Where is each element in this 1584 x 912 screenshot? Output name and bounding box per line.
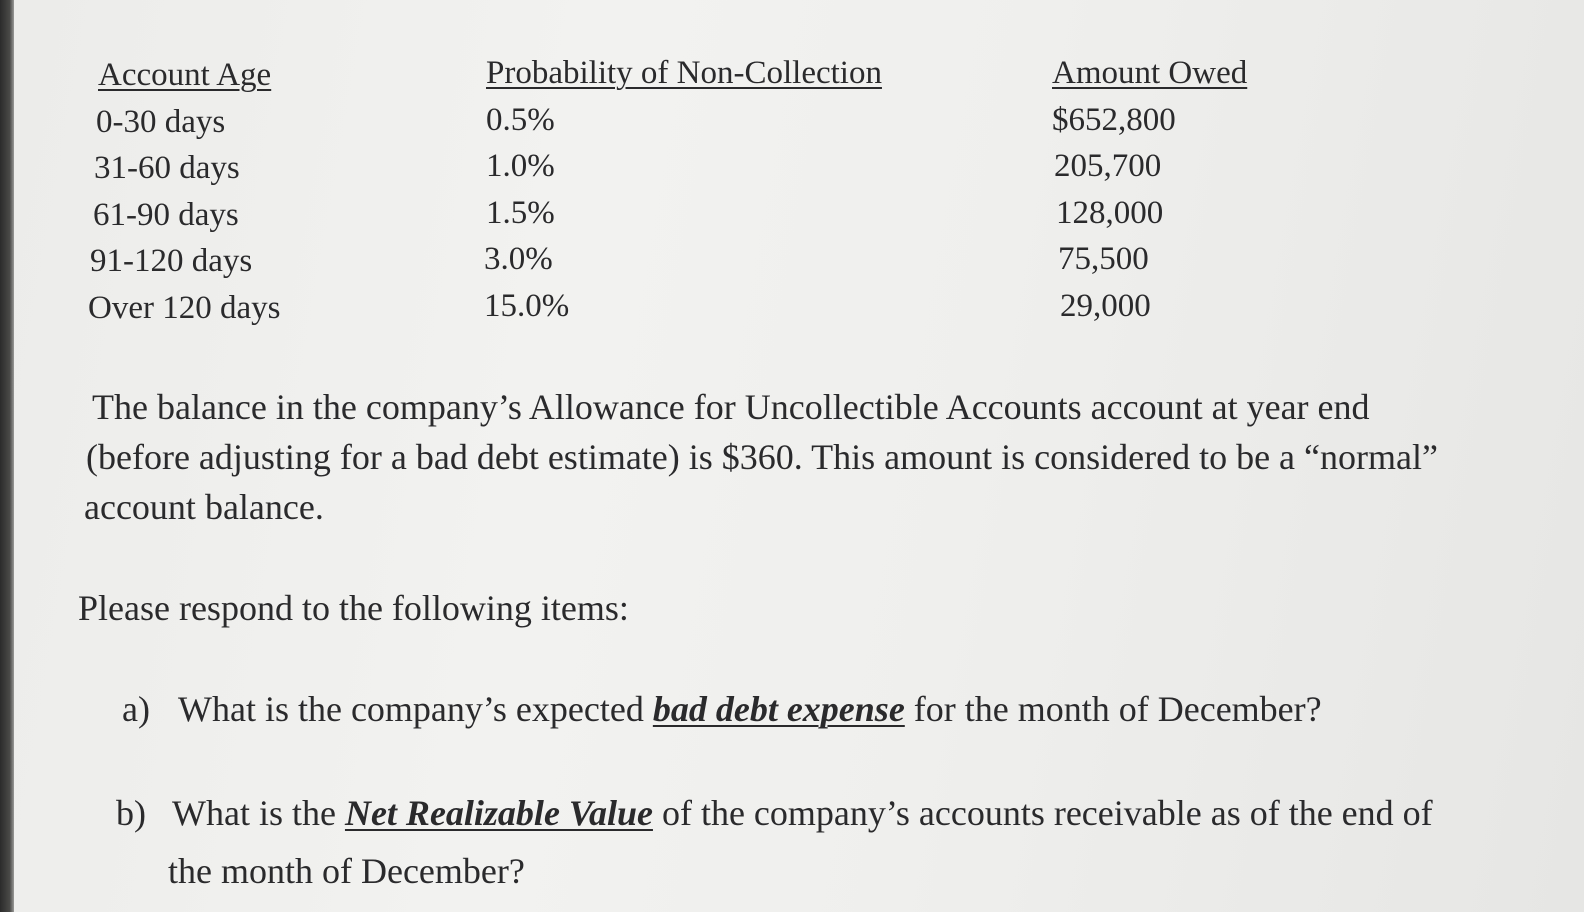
cell-probability: 1.0% [486, 148, 555, 184]
question-label: a) [122, 689, 150, 729]
key-term: bad debt expense [652, 689, 905, 729]
question-b [116, 784, 1584, 900]
question-text: What is the [172, 793, 345, 833]
question-text: for the month of December? [904, 689, 1322, 729]
column-probability [486, 52, 882, 329]
header-amount-owed: Amount Owed [1052, 55, 1248, 91]
column-amount-owed [1052, 52, 1247, 329]
cell-age: 0-30 days [96, 103, 226, 140]
cell-amount: 29,000 [1060, 287, 1151, 324]
question-text: of the company’s accounts receivable as of the end of [652, 793, 1433, 833]
paragraph-line: The balance in the company’s Allowance for Uncollectible Accounts account at year end [92, 387, 1370, 427]
cell-age: Over 120 days [88, 289, 281, 326]
cell-amount: 128,000 [1056, 194, 1164, 231]
instructions-text: Please respond to the following items: [78, 588, 629, 628]
header-probability: Probability of Non-Collection [486, 55, 882, 91]
key-term: Net Realizable Value [344, 793, 653, 833]
column-account-age [88, 52, 281, 331]
paragraph-line: account balance. [84, 487, 324, 527]
paragraph-line: (before adjusting for a bad debt estimate) is $360. This amount is considered to be a “normal” [86, 437, 1438, 477]
cell-age: 61-90 days [93, 196, 239, 233]
cell-amount: 205,700 [1054, 148, 1162, 184]
allowance-paragraph [84, 382, 1554, 532]
cell-probability: 3.0% [484, 241, 553, 277]
cell-age: 31-60 days [94, 150, 240, 186]
cell-amount: 75,500 [1058, 241, 1149, 277]
question-text-continued: the month of December? [168, 851, 525, 891]
background-edge [0, 0, 14, 912]
question-text: What is the company’s expected [178, 689, 653, 729]
cell-probability: 0.5% [486, 101, 555, 138]
cell-age: 91-120 days [90, 243, 253, 279]
header-account-age: Account Age [98, 57, 272, 93]
document-page [14, 0, 1584, 912]
cell-probability: 15.0% [484, 287, 570, 324]
question-a [122, 680, 1322, 738]
aging-table [14, 0, 1584, 340]
question-label: b) [116, 793, 146, 833]
cell-amount: $652,800 [1052, 101, 1176, 138]
cell-probability: 1.5% [486, 194, 555, 231]
